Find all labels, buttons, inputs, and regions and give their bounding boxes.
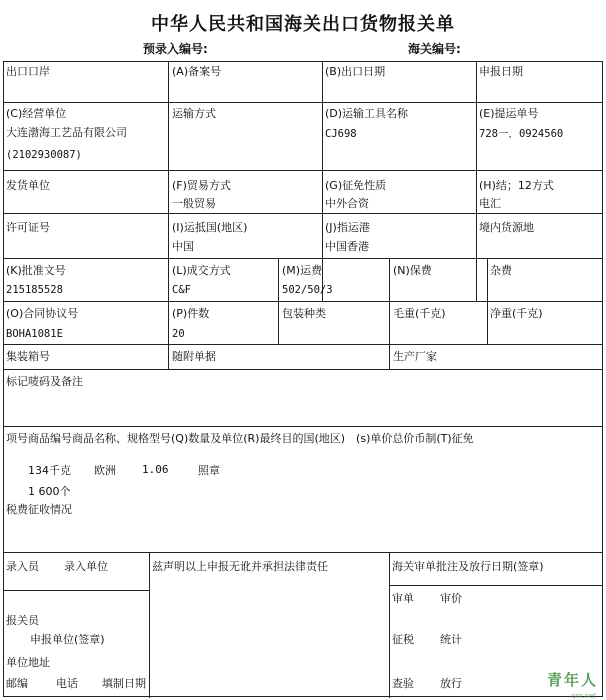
declaration-statement: 兹声明以上申报无讹并承担法律责任 bbox=[152, 560, 328, 573]
export-date-label: (B)出口日期 bbox=[325, 65, 386, 78]
consignor-label: 发货单位 bbox=[6, 179, 50, 192]
settlement-label: (H)结；12方式 bbox=[479, 179, 554, 192]
postcode-label: 邮编 bbox=[6, 677, 28, 690]
deal-mode-value: C&F bbox=[172, 284, 191, 296]
destination-port-label: (J)指运港 bbox=[325, 221, 370, 234]
rule bbox=[4, 170, 602, 171]
freight-value: 502/50/3 bbox=[282, 284, 333, 296]
destination-country-value: 中国 bbox=[172, 240, 194, 253]
exemption-label: (G)征免性质 bbox=[325, 179, 387, 192]
rule bbox=[4, 590, 149, 591]
declaring-unit-label: 申报单位(签章) bbox=[30, 633, 105, 646]
goods-quantity: 134千克 bbox=[28, 464, 71, 477]
destination-port-value: 中国香港 bbox=[325, 240, 369, 253]
contract-number-label: (O)合同协议号 bbox=[6, 307, 79, 320]
trade-mode-value: 一般贸易 bbox=[172, 197, 216, 210]
vehicle-name-value: CJ698 bbox=[325, 128, 357, 140]
rule bbox=[168, 62, 169, 258]
customs-number-label: 海关编号: bbox=[408, 42, 461, 56]
goods-unit-price: 1.06 bbox=[142, 463, 169, 476]
exemption-value: 中外合资 bbox=[325, 197, 369, 210]
manufacturer-label: 生产厂家 bbox=[393, 350, 437, 363]
release-label: 放行 bbox=[440, 677, 462, 690]
operator-name: 大连渤海工艺品有限公司 bbox=[6, 126, 127, 139]
rule bbox=[389, 258, 390, 369]
rule bbox=[476, 62, 477, 258]
packing-type-label: 包装种类 bbox=[282, 307, 326, 320]
rule bbox=[4, 426, 602, 427]
rule bbox=[168, 258, 169, 369]
settlement-value: 电汇 bbox=[479, 197, 501, 210]
rule bbox=[476, 258, 477, 301]
contract-number-value: BOHA1081E bbox=[6, 328, 63, 340]
domestic-source-label: 境内货源地 bbox=[479, 221, 534, 234]
rule bbox=[4, 258, 602, 259]
rule bbox=[389, 552, 390, 698]
approval-number-label: (K)批准文号 bbox=[6, 264, 66, 277]
declaration-form bbox=[3, 61, 603, 697]
rule bbox=[322, 62, 323, 258]
rule bbox=[4, 213, 602, 214]
vehicle-name-label: (D)运输工具名称 bbox=[325, 107, 409, 120]
tax-collect-label: 征税 bbox=[392, 633, 414, 646]
rule bbox=[4, 552, 602, 553]
declarant-label: 报关员 bbox=[6, 614, 39, 627]
inspection-label: 查验 bbox=[392, 677, 414, 690]
review-label: 审单 bbox=[392, 592, 414, 605]
license-number-label: 许可证号 bbox=[6, 221, 50, 234]
rule bbox=[487, 258, 488, 344]
trade-mode-label: (F)贸易方式 bbox=[172, 179, 231, 192]
goods-header: 项号商品编号商品名称、规格型号(Q)数量及单位(R)最终目的国(地区) (s)单价总价币制(T)征免 bbox=[6, 432, 474, 445]
form-title: 中华人民共和国海关出口货物报关单 bbox=[151, 14, 455, 35]
rule bbox=[4, 369, 602, 370]
export-port-label: 出口口岸 bbox=[6, 65, 50, 78]
unit-address-label: 单位地址 bbox=[6, 656, 50, 669]
rule bbox=[4, 102, 602, 103]
site-watermark: 青年人 bbox=[546, 671, 598, 689]
bill-of-lading-value: 728一．0924560 bbox=[479, 128, 564, 140]
misc-fee-label: 杂费 bbox=[490, 264, 512, 277]
operator-label: (C)经营单位 bbox=[6, 107, 67, 120]
pieces-label: (P)件数 bbox=[172, 307, 210, 320]
freight-label: (M)运费 bbox=[282, 264, 323, 277]
rule bbox=[389, 585, 602, 586]
price-audit-label: 审价 bbox=[440, 592, 462, 605]
approval-number-value: 215185528 bbox=[6, 284, 63, 296]
net-weight-label: 净重(千克) bbox=[490, 307, 543, 320]
pieces-value: 20 bbox=[172, 328, 185, 340]
bill-of-lading-label: (E)提运单号 bbox=[479, 107, 539, 120]
statistics-label: 统计 bbox=[440, 633, 462, 646]
declare-date-label: 申报日期 bbox=[479, 65, 523, 78]
entry-clerk-label: 录入员 bbox=[6, 560, 39, 573]
deal-mode-label: (L)成交方式 bbox=[172, 264, 231, 277]
destination-country-label: (I)运抵国(地区) bbox=[172, 221, 248, 234]
gross-weight-label: 毛重(千克) bbox=[393, 307, 446, 320]
site-watermark-url: qnr.net bbox=[571, 692, 596, 700]
customs-approval-title: 海关审单批注及放行日期(签章) bbox=[392, 560, 544, 573]
record-number-label: (A)备案号 bbox=[172, 65, 222, 78]
operator-code: (2102930087) bbox=[6, 149, 82, 161]
fill-date-label: 填制日期 bbox=[102, 677, 146, 690]
container-number-label: 集装箱号 bbox=[6, 350, 50, 363]
rule bbox=[149, 552, 150, 698]
goods-exemption: 照章 bbox=[198, 464, 220, 477]
transport-mode-label: 运输方式 bbox=[172, 107, 216, 120]
goods-destination: 欧洲 bbox=[94, 464, 116, 477]
marks-remarks-label: 标记唛码及备注 bbox=[6, 375, 83, 388]
entry-unit-label: 录入单位 bbox=[64, 560, 108, 573]
insurance-label: (N)保费 bbox=[393, 264, 432, 277]
tax-collection-label: 税费征收情况 bbox=[6, 503, 72, 516]
rule bbox=[278, 258, 279, 344]
attached-documents-label: 随附单据 bbox=[172, 350, 216, 363]
phone-label: 电话 bbox=[56, 677, 78, 690]
preentry-number-label: 预录入编号: bbox=[143, 42, 208, 56]
rule bbox=[4, 344, 602, 345]
rule bbox=[4, 301, 602, 302]
goods-quantity-2: 1 600个 bbox=[28, 485, 71, 498]
